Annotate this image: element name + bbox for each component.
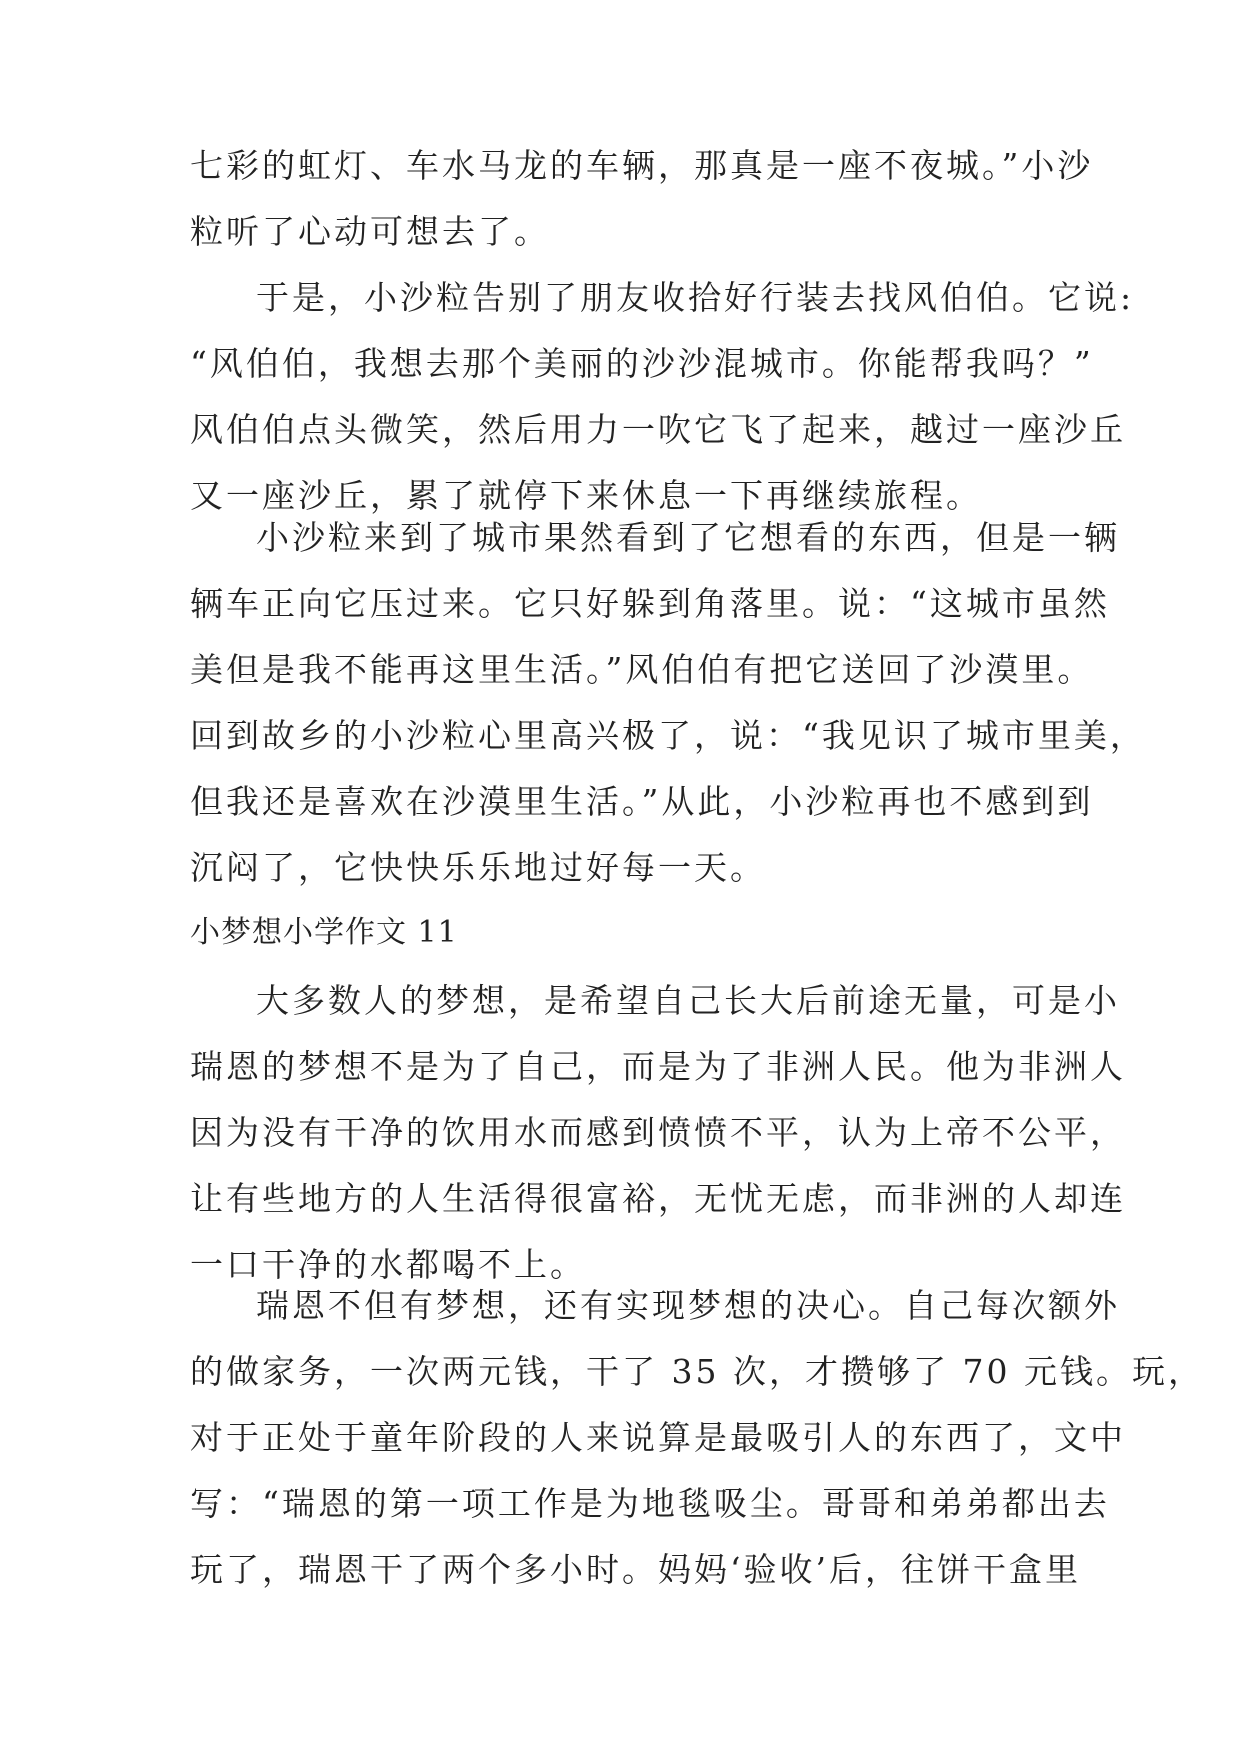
text-line: 小沙粒来到了城市果然看到了它想看的东西，但是一辆: [256, 518, 1120, 557]
essay-title: 小梦想小学作文 11: [190, 915, 458, 950]
text-line: 玩了，瑞恩干了两个多小时。妈妈‘验收’后，往饼干盒里: [190, 1550, 1081, 1589]
text-line: 又一座沙丘，累了就停下来休息一下再继续旅程。: [190, 476, 982, 515]
text-line: 粒听了心动可想去了。: [190, 212, 550, 251]
text-line: 瑞恩不但有梦想，还有实现梦想的决心。自己每次额外: [256, 1286, 1120, 1325]
text-line: “风伯伯，我想去那个美丽的沙沙混城市。你能帮我吗？”: [190, 344, 1094, 383]
text-line: 于是，小沙粒告别了朋友收拾好行装去找风伯伯。它说:: [256, 278, 1135, 317]
text-line: 风伯伯点头微笑，然后用力一吹它飞了起来，越过一座沙丘: [190, 410, 1126, 449]
text-line: 对于正处于童年阶段的人来说算是最吸引人的东西了，文中: [190, 1418, 1126, 1457]
story-paragraph-1: [190, 133, 1094, 265]
story-paragraph-2: [190, 265, 1135, 529]
essay-paragraph-2: [190, 1273, 1204, 1603]
story-paragraph-3: [190, 505, 1146, 901]
text-line: 一口干净的水都喝不上。: [190, 1245, 586, 1284]
text-line: 辆车正向它压过来。它只好躲到角落里。说：“这城市虽然: [190, 584, 1110, 623]
text-line: 瑞恩的梦想不是为了自己，而是为了非洲人民。他为非洲人: [190, 1047, 1126, 1086]
text-line: 美但是我不能再这里生活。”风伯伯有把它送回了沙漠里。: [190, 650, 1094, 689]
text-line: 回到故乡的小沙粒心里高兴极了，说：“我见识了城市里美，: [190, 716, 1146, 755]
text-line: 让有些地方的人生活得很富裕，无忧无虑，而非洲的人却连: [190, 1179, 1126, 1218]
text-line: 因为没有干净的饮用水而感到愤愤不平，认为上帝不公平，: [190, 1113, 1126, 1152]
text-line: 的做家务，一次两元钱，干了 35 次，才攒够了 70 元钱。玩，: [190, 1352, 1204, 1391]
text-line: 写：“瑞恩的第一项工作是为地毯吸尘。哥哥和弟弟都出去: [190, 1484, 1110, 1523]
essay-paragraph-1: [190, 968, 1126, 1298]
text-line: 大多数人的梦想，是希望自己长大后前途无量，可是小: [256, 981, 1120, 1020]
text-line: 沉闷了，它快快乐乐地过好每一天。: [190, 848, 766, 887]
text-line: 七彩的虹灯、车水马龙的车辆，那真是一座不夜城。”小沙: [190, 146, 1094, 185]
text-line: 但我还是喜欢在沙漠里生活。”从此，小沙粒再也不感到到: [190, 782, 1094, 821]
